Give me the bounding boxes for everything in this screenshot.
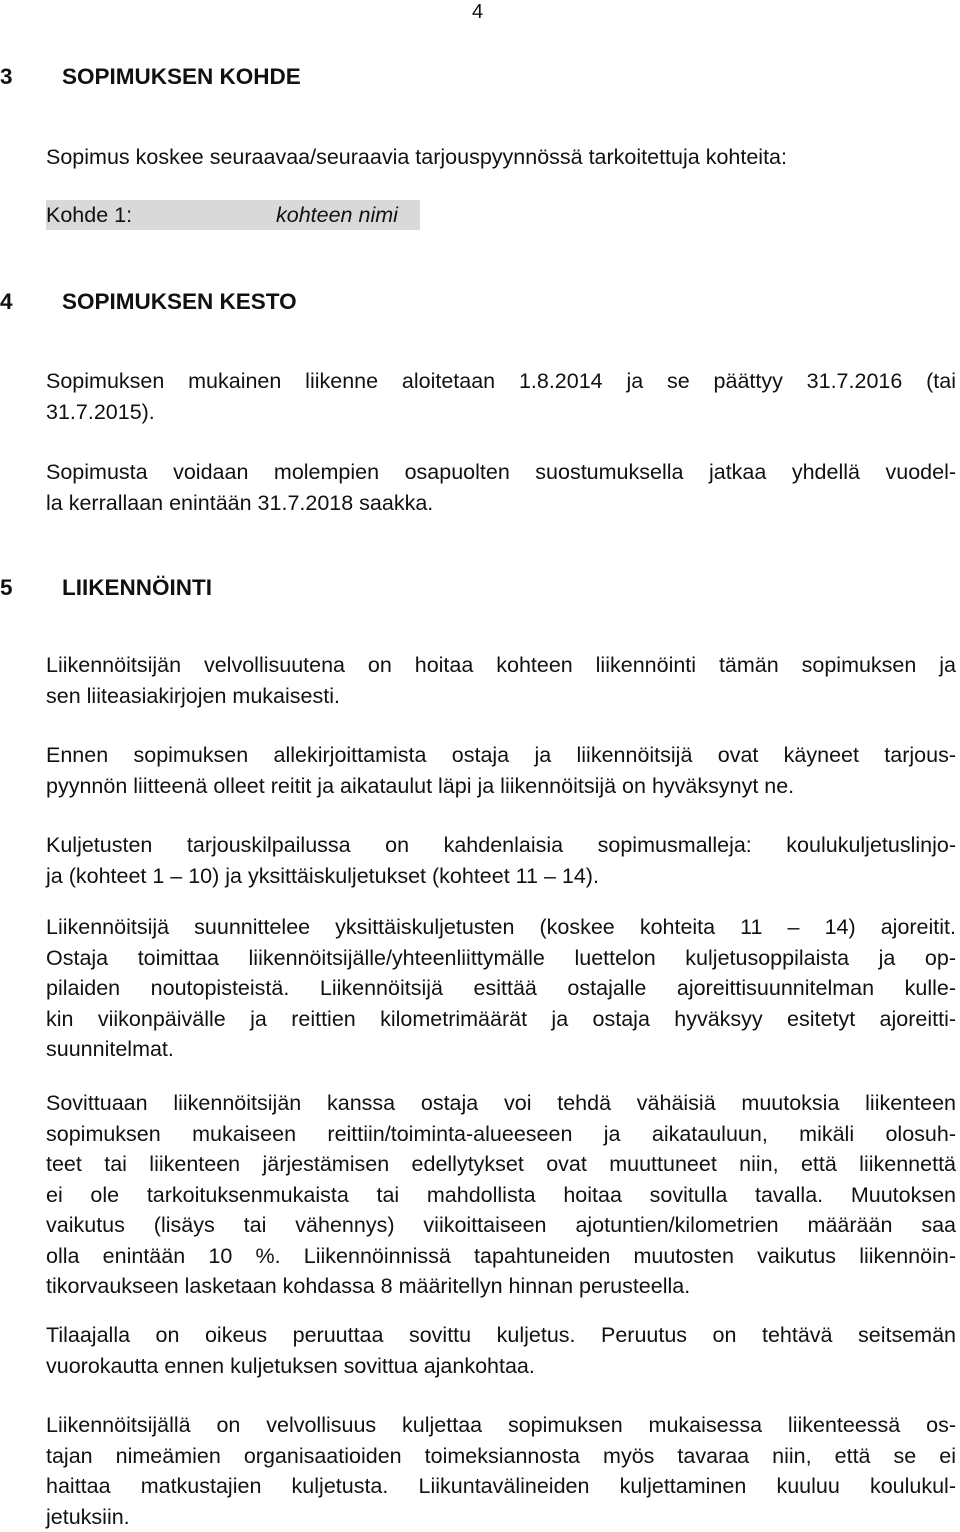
section-5-paragraph-6 [46,1320,956,1381]
section-4-paragraph-1 [46,366,956,427]
paragraph-line: Liikennöitsijällä on velvollisuus kuljettaa sopimuksen mukaisessa liikenteessä os- [46,1410,956,1441]
paragraph-line: tajan nimeämien organisaatioiden toimeksiannosta myös tavaraa niin, että se ei [46,1441,956,1472]
paragraph-line: sopimuksen mukaiseen reittiin/toiminta-alueeseen ja aikatauluun, mikäli olosuh- [46,1119,956,1150]
paragraph-line: kin viikonpäivälle ja reittien kilometrimäärät ja ostaja hyväksyy esitetyt ajoreitti- [46,1004,956,1035]
paragraph-line: Kuljetusten tarjouskilpailussa on kahdenlaisia sopimusmalleja: koulukuljetuslinjo- [46,830,956,861]
section-number: 5 [0,573,13,603]
paragraph-line: Liikennöitsijän velvollisuutena on hoitaa kohteen liikennöinti tämän sopimuksen ja [46,650,956,681]
section-5-paragraph-5 [46,1088,956,1302]
section-title: SOPIMUKSEN KESTO [62,287,297,317]
paragraph-line: Liikennöitsijä suunnittelee yksittäiskuljetusten (koskee kohteita 11 – 14) ajoreitit. [46,912,956,943]
section-5-paragraph-4 [46,912,956,1065]
paragraph-line: vaikutus (lisäys tai vähennys) viikoittaiseen ajotuntien/kilometrien määrään saa [46,1210,956,1241]
paragraph-line: Ennen sopimuksen allekirjoittamista ostaja ja liikennöitsijä ovat käyneet tarjous- [46,740,956,771]
section-5-paragraph-3 [46,830,956,891]
kohde-label: Kohde 1: [46,200,132,230]
paragraph-line: ja (kohteet 1 – 10) ja yksittäiskuljetukset (kohteet 11 – 14). [46,861,956,892]
paragraph-line: suunnitelmat. [46,1034,956,1065]
paragraph-line: Sovittuaan liikennöitsijän kanssa ostaja voi tehdä vähäisiä muutoksia liikenteen [46,1088,956,1119]
paragraph-line: jetuksiin. [46,1502,956,1532]
kohde-value[interactable]: kohteen nimi [276,200,398,230]
paragraph-line: pilaiden noutopisteistä. Liikennöitsijä esittää ostajalle ajoreittisuunnitelman kulle- [46,973,956,1004]
section-title: LIIKENNÖINTI [62,573,212,603]
section-number: 3 [0,62,13,92]
section-title: SOPIMUKSEN KOHDE [62,62,301,92]
paragraph-line: teet tai liikenteen järjestämisen edellytykset ovat muuttuneet niin, että liikennettä [46,1149,956,1180]
paragraph-line: Sopimusta voidaan molempien osapuolten suostumuksella jatkaa yhdellä vuodel- [46,457,956,488]
section-4-paragraph-2 [46,457,956,518]
paragraph-line: ei ole tarkoituksenmukaista tai mahdollista hoitaa sovitulla tavalla. Muutoksen [46,1180,956,1211]
paragraph-line: Sopimus koskee seuraavaa/seuraavia tarjouspyynnössä tarkoitettuja kohteita: [46,142,956,173]
paragraph-line: 31.7.2015). [46,397,956,428]
section-5-paragraph-1 [46,650,956,711]
paragraph-line: olla enintään 10 %. Liikennöinnissä tapahtuneiden muutosten vaikutus liikennöin- [46,1241,956,1272]
paragraph-line: Tilaajalla on oikeus peruuttaa sovittu kuljetus. Peruutus on tehtävä seitsemän [46,1320,956,1351]
paragraph-line: pyynnön liitteenä olleet reitit ja aikataulut läpi ja liikennöitsijä on hyväksynyt ne. [46,771,956,802]
paragraph-line: Sopimuksen mukainen liikenne aloitetaan 1.8.2014 ja se päättyy 31.7.2016 (tai [46,366,956,397]
section-5-paragraph-2 [46,740,956,801]
paragraph-line: sen liiteasiakirjojen mukaisesti. [46,681,956,712]
paragraph-line: vuorokautta ennen kuljetuksen sovittua ajankohtaa. [46,1351,956,1382]
paragraph-line: haittaa matkustajien kuljetusta. Liikuntavälineiden kuljettaminen kuuluu koulukul- [46,1471,956,1502]
kohde-field[interactable] [46,200,420,230]
section-number: 4 [0,287,13,317]
paragraph-line: la kerrallaan enintään 31.7.2018 saakka. [46,488,956,519]
section-5-paragraph-7 [46,1410,956,1532]
page-number: 4 [472,0,483,24]
section-3-intro [46,142,956,173]
paragraph-line: tikorvaukseen lasketaan kohdassa 8 määritellyn hinnan perusteella. [46,1271,956,1302]
paragraph-line: Ostaja toimittaa liikennöitsijälle/yhteenliittymälle luettelon kuljetusoppilaista ja op- [46,943,956,974]
